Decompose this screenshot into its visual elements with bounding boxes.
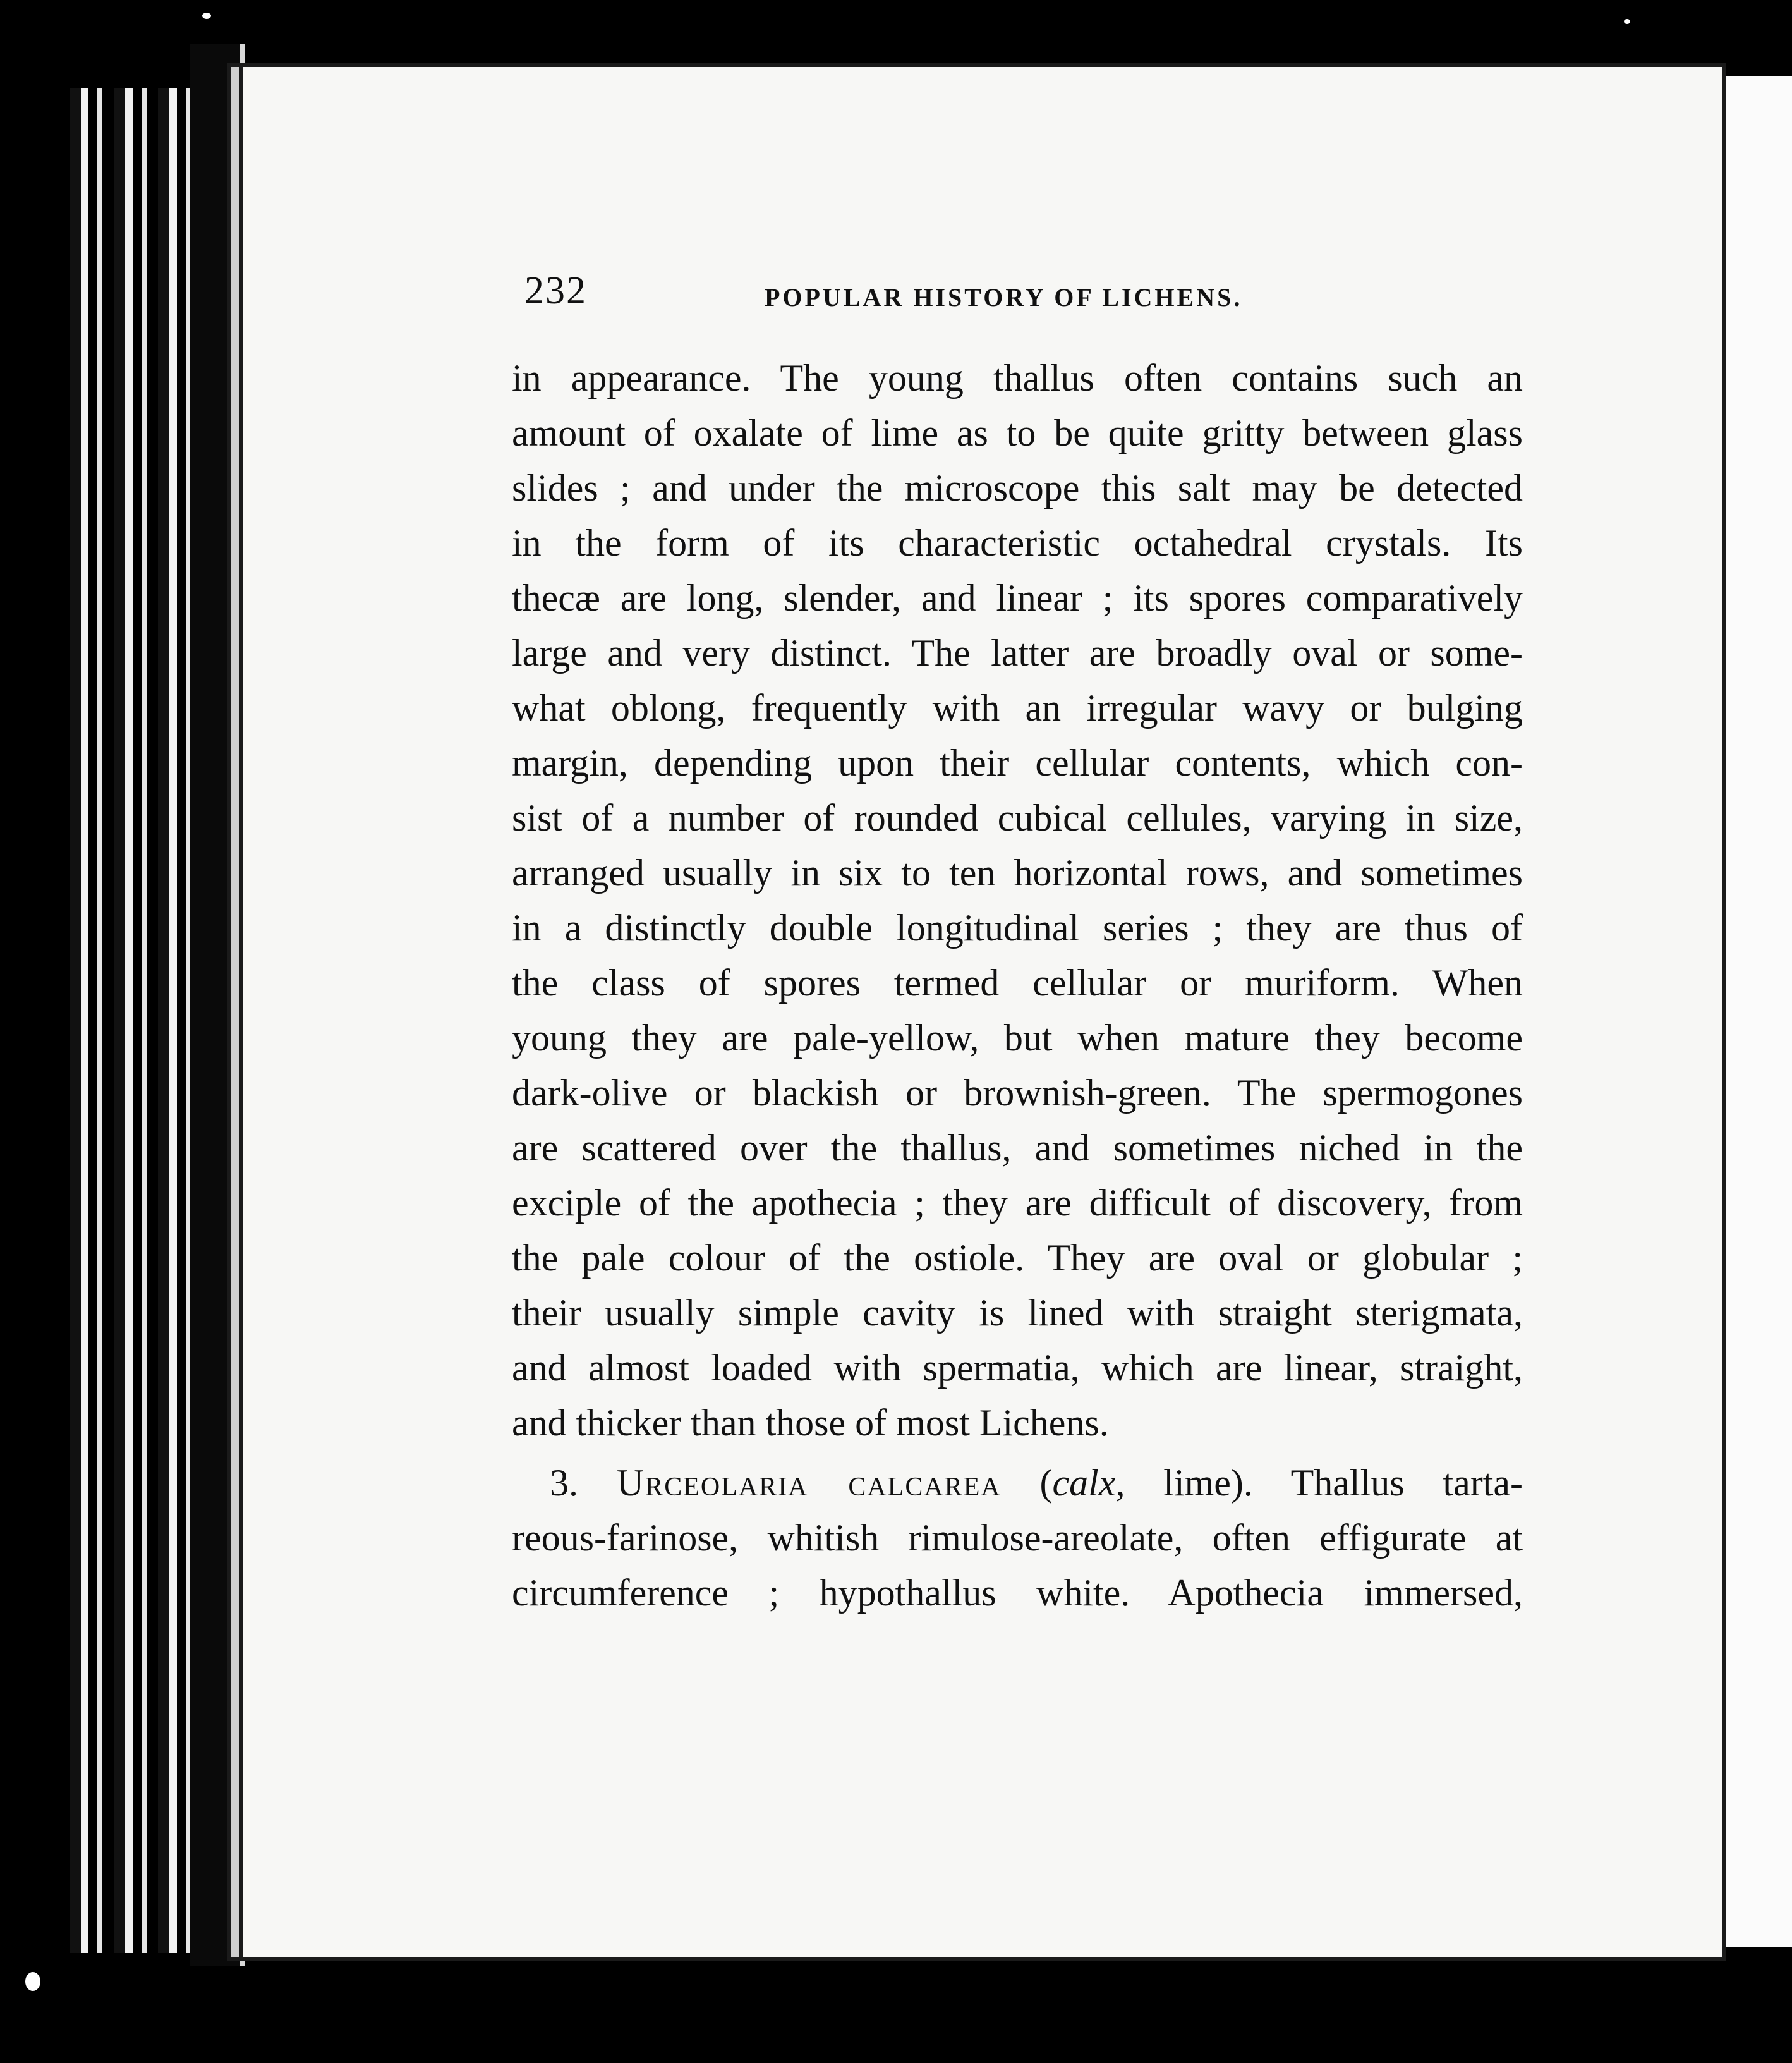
scan-speck xyxy=(1624,19,1630,24)
page-header xyxy=(524,269,1517,319)
species-entry-heading xyxy=(512,1456,1523,1511)
text-line: and almost loaded with spermatia, which are linear, straight, xyxy=(512,1347,1523,1389)
text-line: amount of oxalate of lime as to be quite gritty between glass xyxy=(512,412,1523,454)
text-line: exciple of the apothecia ; they are difficult of discovery, from xyxy=(512,1182,1523,1224)
text-line: margin, depending upon their cellular contents, which con- xyxy=(512,742,1523,784)
etymology-rest: lime). xyxy=(1125,1462,1253,1504)
page-number: 232 xyxy=(524,269,587,312)
text-line: thecæ are long, slender, and linear ; its spores comparatively xyxy=(512,577,1523,619)
text-line: large and very distinct. The latter are broadly oval or some- xyxy=(512,632,1523,674)
body-text xyxy=(512,351,1523,1621)
running-head: POPULAR HISTORY OF LICHENS. xyxy=(765,283,1243,312)
text-line: slides ; and under the microscope this salt may be detected xyxy=(512,467,1523,509)
text-line: in appearance. The young thallus often contains such an xyxy=(512,357,1523,399)
entry-number: 3. xyxy=(550,1462,578,1504)
text-line: and thicker than those of most Lichens. xyxy=(512,1402,1109,1444)
text-line: arranged usually in six to ten horizontal rows, and sometimes xyxy=(512,852,1523,894)
text-line: circumference ; hypothallus white. Apothecia immersed, xyxy=(512,1572,1523,1614)
entry-first-line-rest: Thallus tarta- xyxy=(1252,1462,1523,1504)
text-line: in a distinctly double longitudinal series ; they are thus of xyxy=(512,907,1523,949)
species-name: Urceolaria calcarea xyxy=(616,1462,1002,1504)
text-line: dark-olive or blackish or brownish-green. The spermogones xyxy=(512,1072,1523,1114)
text-line: what oblong, frequently with an irregular wavy or bulging xyxy=(512,687,1523,729)
text-line: reous-farinose, whitish rimulose-areolate, often effigurate at xyxy=(512,1517,1523,1559)
text-line: are scattered over the thallus, and sometimes niched in the xyxy=(512,1127,1523,1169)
text-line: in the form of its characteristic octahedral crystals. Its xyxy=(512,522,1523,564)
paragraph-gap xyxy=(512,1451,1523,1456)
etymology-word: calx, xyxy=(1052,1462,1125,1504)
text-line: young they are pale-yellow, but when mature they become xyxy=(512,1017,1523,1059)
text-line: the class of spores termed cellular or muriform. When xyxy=(512,962,1523,1004)
scan-speck xyxy=(25,1972,40,1991)
facing-page-edge xyxy=(1716,76,1792,1947)
text-line: their usually simple cavity is lined with straight sterigmata, xyxy=(512,1292,1523,1334)
text-line: sist of a number of rounded cubical cellules, varying in size, xyxy=(512,797,1523,839)
etymology-open: ( xyxy=(1039,1462,1053,1504)
text-line: the pale colour of the ostiole. They are oval or globular ; xyxy=(512,1237,1523,1279)
scan-speck xyxy=(202,13,211,19)
